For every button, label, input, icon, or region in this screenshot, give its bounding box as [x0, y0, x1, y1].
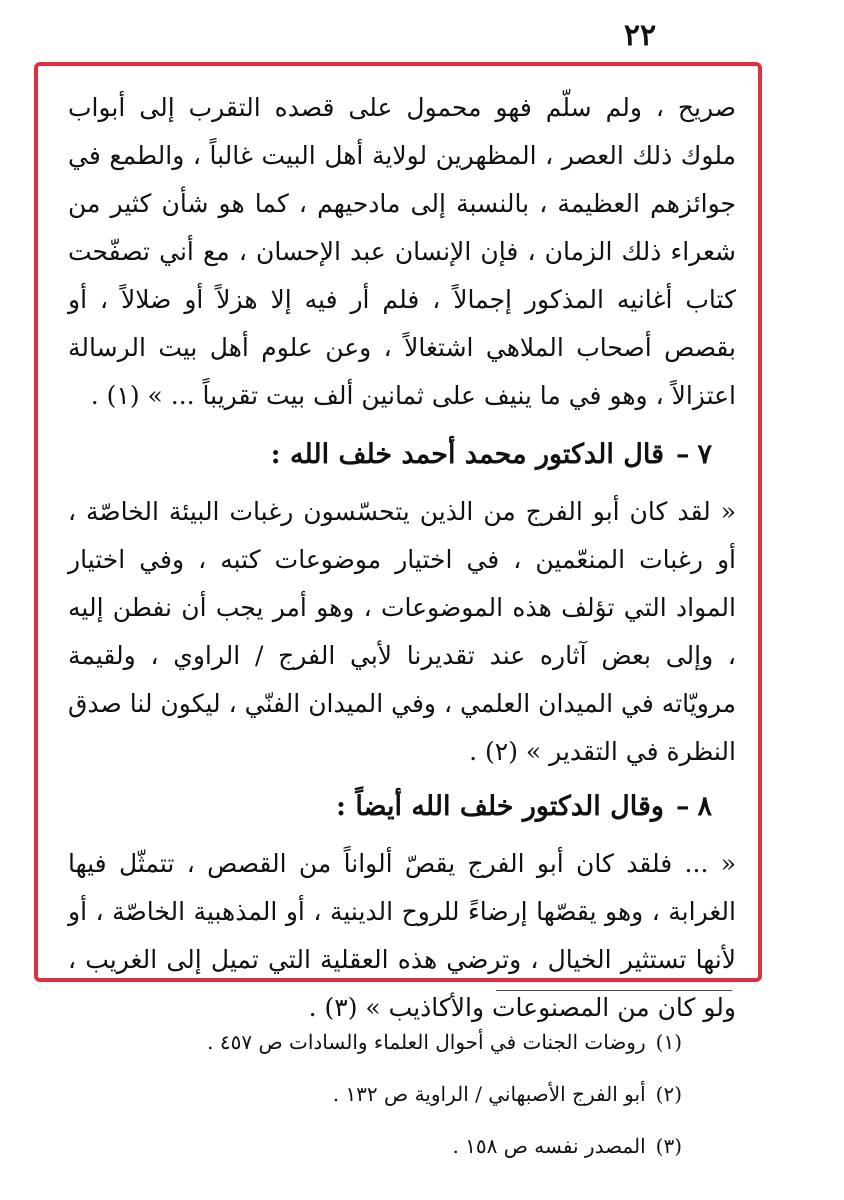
footnote-1: [122, 1016, 682, 1068]
footnote-divider: [496, 990, 732, 991]
heading-7-text: قال الدكتور محمد أحمد خلف الله :: [270, 439, 664, 470]
footnote-2-text: أبو الفرج الأصبهاني / الراوية ص ١٣٢ .: [332, 1082, 646, 1106]
paragraph-3: « ... فلقد كان أبو الفرج يقصّ ألواناً من القصص ، تتمثّل فيها الغرابة ، وهو يقصّها إرضاءً للروح الدينية ، أو المذهبية الخاصّة ، أو لأنها تستثير الخيال ، وترضي هذه العقلية التي تميل إلى الغريب ، ولو كان من المصنوعات والأكاذيب » (٣) .: [68, 849, 736, 1022]
footnote-1-number: (١): [655, 1030, 682, 1054]
heading-8-number: ٨: [697, 791, 712, 822]
section-heading-7: [68, 430, 712, 480]
heading-7-number: ٧: [697, 439, 712, 470]
footnotes: [122, 1016, 682, 1172]
footnote-1-text: روضات الجنات في أحوال العلماء والسادات ص ٤٥٧ .: [207, 1030, 646, 1054]
heading-8-dash: –: [675, 791, 690, 822]
footnote-3-number: (٣): [655, 1134, 682, 1158]
footnote-2: [122, 1068, 682, 1120]
paragraph-1: صريح ، ولم سلّم فهو محمول على قصده التقرب إلى أبواب ملوك ذلك العصر ، المظهرين لولاية أهل البيت غالباً ، والطمع في جوائزهم العظيمة ، بالنسبة إلى مادحيهم ، كما هو شأن كثير من شعراء ذلك الزمان ، فإن الإنسان عبد الإحسان ، مع أني تصفّحت كتاب أغانيه المذكور إجمالاً ، فلم أر فيه إلا هزلاً أو ضلالاً ، أو بقصص أصحاب الملاهي اشتغالاً ، وعن علوم أهل بيت الرسالة اعتزالاً ، وهو في ما ينيف على ثمانين ألف بيت تقريباً ... » (١) .: [68, 93, 736, 410]
footnote-3-text: المصدر نفسه ص ١٥٨ .: [452, 1134, 646, 1158]
heading-7-dash: –: [675, 439, 690, 470]
footnote-3: [122, 1120, 682, 1172]
page-number: ٢٢: [623, 18, 657, 53]
section-heading-8: [68, 782, 712, 832]
heading-8-text: وقال الدكتور خلف الله أيضاً :: [335, 791, 664, 822]
footnote-2-number: (٢): [655, 1082, 682, 1106]
main-text: [68, 84, 736, 1032]
paragraph-2: « لقد كان أبو الفرج من الذين يتحسّسون رغبات البيئة الخاصّة ، أو رغبات المنعّمين ، في اختيار موضوعات كتبه ، وفي اختيار المواد التي تؤلف هذه الموضوعات ، وهو أمر يجب أن نفطن إليه ، وإلى بعض آثاره عند تقديرنا لأبي الفرج / الراوي ، ولقيمة مرويّاته في الميدان العلمي ، وفي الميدان الفنّي ، ليكون لنا صدق النظرة في التقدير » (٢) .: [68, 497, 736, 766]
